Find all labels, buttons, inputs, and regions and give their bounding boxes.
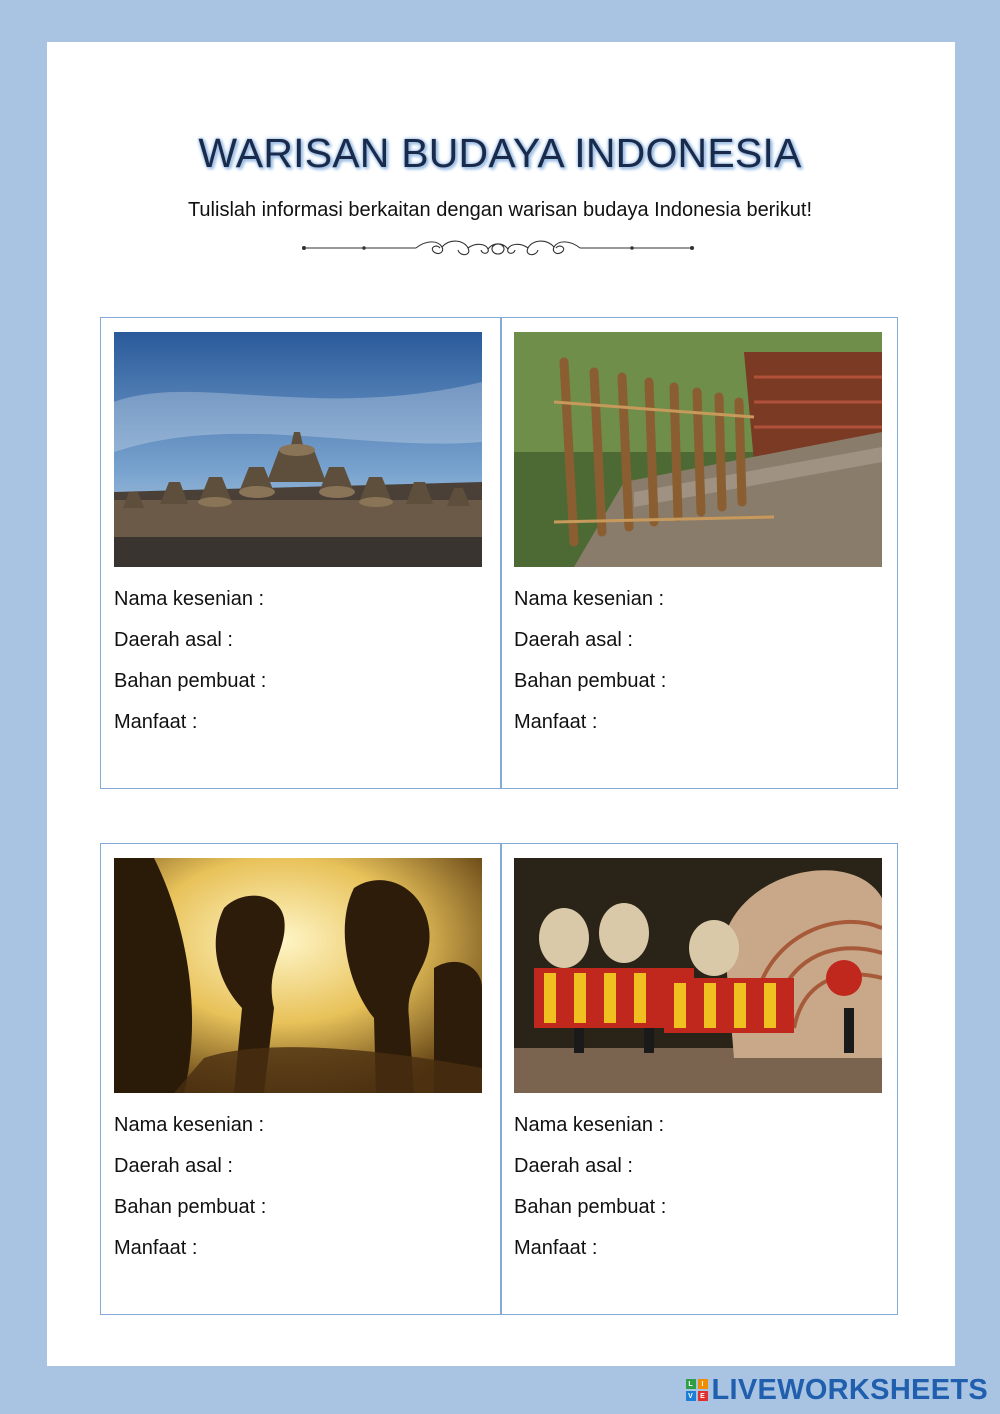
field-daerah-asal: Daerah asal : xyxy=(514,1155,633,1177)
field-nama-kesenian: Nama kesenian : xyxy=(514,588,665,610)
field-manfaat: Manfaat : xyxy=(514,1237,598,1259)
angklung-photo xyxy=(514,332,882,567)
field-bahan-pembuat: Bahan pembuat : xyxy=(114,1196,267,1218)
field-nama-kesenian: Nama kesenian : xyxy=(114,588,265,610)
field-manfaat: Manfaat : xyxy=(514,711,598,733)
wayang-kulit-photo xyxy=(114,858,482,1093)
card-wayang xyxy=(101,844,500,1314)
field-daerah-asal: Daerah asal : xyxy=(514,629,633,651)
field-daerah-asal: Daerah asal : xyxy=(114,629,233,651)
reog-ponorogo-photo xyxy=(514,858,882,1093)
field-manfaat: Manfaat : xyxy=(114,1237,198,1259)
card-borobudur xyxy=(101,318,500,788)
card-reog xyxy=(501,844,900,1314)
card-grid-top xyxy=(100,317,898,789)
liveworksheets-logo[interactable] xyxy=(686,1374,989,1406)
field-bahan-pembuat: Bahan pembuat : xyxy=(514,1196,667,1218)
field-nama-kesenian: Nama kesenian : xyxy=(114,1114,265,1136)
ornament-divider-icon xyxy=(300,236,696,260)
liveworksheets-wordmark: LIVEWORKSHEETS xyxy=(711,1373,988,1406)
liveworksheets-tiles-icon: L I V E xyxy=(686,1379,708,1401)
card-grid-bottom xyxy=(100,843,898,1315)
field-bahan-pembuat: Bahan pembuat : xyxy=(114,670,267,692)
field-bahan-pembuat: Bahan pembuat : xyxy=(514,670,667,692)
borobudur-temple-photo xyxy=(114,332,482,567)
field-nama-kesenian: Nama kesenian : xyxy=(514,1114,665,1136)
field-manfaat: Manfaat : xyxy=(114,711,198,733)
instruction-text: Tulislah informasi berkaitan dengan warisan budaya Indonesia berikut! xyxy=(187,199,813,221)
page-title: WARISAN BUDAYA INDONESIA xyxy=(198,130,802,176)
card-angklung xyxy=(501,318,900,788)
field-daerah-asal: Daerah asal : xyxy=(114,1155,233,1177)
